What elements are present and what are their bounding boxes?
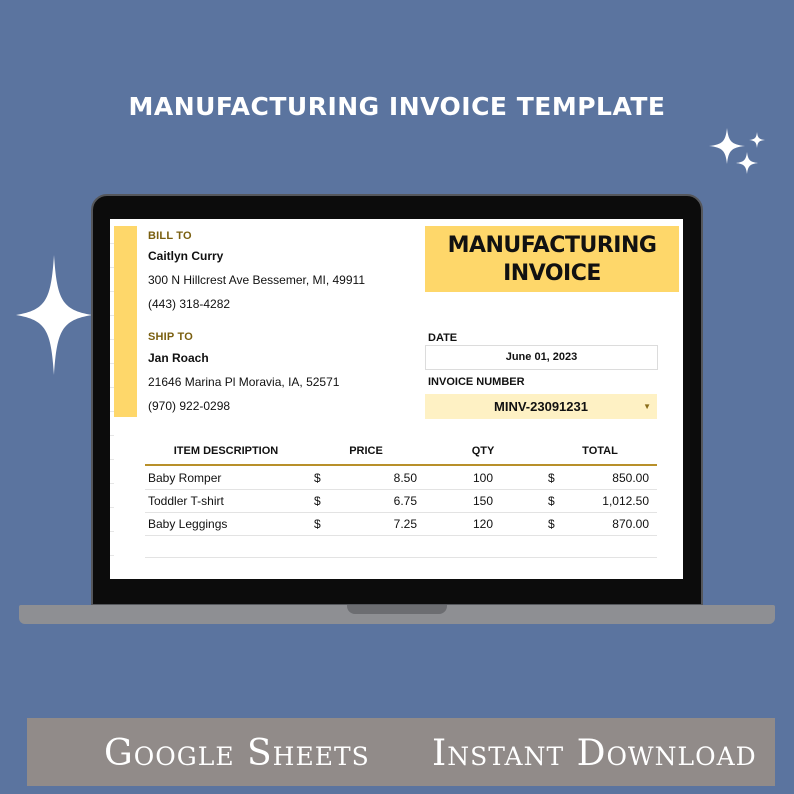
row-divider [145, 512, 657, 513]
price-currency: $ [314, 471, 321, 485]
sparkle-large-icon [16, 255, 92, 375]
ship-to-address[interactable]: 21646 Marina Pl Moravia, IA, 52571 [148, 375, 340, 389]
bill-to-address[interactable]: 300 N Hillcrest Ave Bessemer, MI, 49911 [148, 273, 365, 287]
laptop-notch [347, 605, 447, 614]
item-total[interactable]: 870.00 [612, 517, 649, 531]
item-description[interactable]: Baby Leggings [148, 517, 228, 531]
invoice-title-line1: MANUFACTURING [447, 233, 657, 258]
item-qty[interactable]: 100 [472, 471, 494, 485]
item-price[interactable]: 7.25 [393, 517, 417, 531]
google-sheets-label: Google Sheets [104, 733, 370, 774]
column-header-description: ITEM DESCRIPTION [173, 445, 279, 457]
invoice-title-line2: INVOICE [503, 261, 601, 286]
total-currency: $ [548, 494, 555, 508]
gridline [110, 483, 114, 484]
total-currency: $ [548, 517, 555, 531]
invoice-number-label: INVOICE NUMBER [428, 376, 525, 388]
accent-bar [114, 226, 137, 417]
gridline [110, 459, 114, 460]
row-divider [145, 535, 657, 536]
item-qty[interactable]: 120 [472, 517, 494, 531]
price-currency: $ [314, 517, 321, 531]
item-total[interactable]: 1,012.50 [602, 494, 649, 508]
gridline [110, 507, 114, 508]
headline: MANUFACTURING INVOICE TEMPLATE [128, 92, 666, 121]
gridline [110, 555, 114, 556]
date-field[interactable]: June 01, 2023 [425, 345, 658, 370]
ship-to-phone[interactable]: (970) 922-0298 [148, 399, 231, 413]
gridline [110, 435, 114, 436]
column-header-price: PRICE [349, 445, 383, 457]
column-header-qty: QTY [471, 445, 495, 457]
column-header-total: TOTAL [582, 445, 618, 457]
dropdown-arrow-icon[interactable]: ▼ [643, 402, 651, 411]
sparkle-small-icon [749, 132, 765, 148]
invoice-number-dropdown[interactable] [425, 394, 657, 419]
gridline [110, 531, 114, 532]
total-currency: $ [548, 471, 555, 485]
row-divider [145, 489, 657, 490]
invoice-title [425, 226, 679, 292]
item-price[interactable]: 6.75 [393, 494, 417, 508]
instant-download-label: Instant Download [432, 733, 757, 774]
item-price[interactable]: 8.50 [393, 471, 417, 485]
bill-to-name[interactable]: Caitlyn Curry [148, 249, 224, 263]
item-qty[interactable]: 150 [472, 494, 494, 508]
item-total[interactable]: 850.00 [612, 471, 649, 485]
spreadsheet [110, 219, 683, 579]
invoice-number-value: MINV-23091231 [494, 399, 588, 414]
item-description[interactable]: Baby Romper [148, 471, 222, 485]
bill-to-phone[interactable]: (443) 318-4282 [148, 297, 231, 311]
bill-to-label: BILL TO [148, 230, 192, 242]
price-currency: $ [314, 494, 321, 508]
item-description[interactable]: Toddler T-shirt [148, 494, 224, 508]
header-rule [145, 464, 657, 466]
ship-to-name[interactable]: Jan Roach [148, 351, 209, 365]
ship-to-label: SHIP TO [148, 331, 194, 343]
sparkle-tiny-icon [736, 152, 758, 174]
date-label: DATE [428, 332, 458, 344]
row-divider [145, 557, 657, 558]
